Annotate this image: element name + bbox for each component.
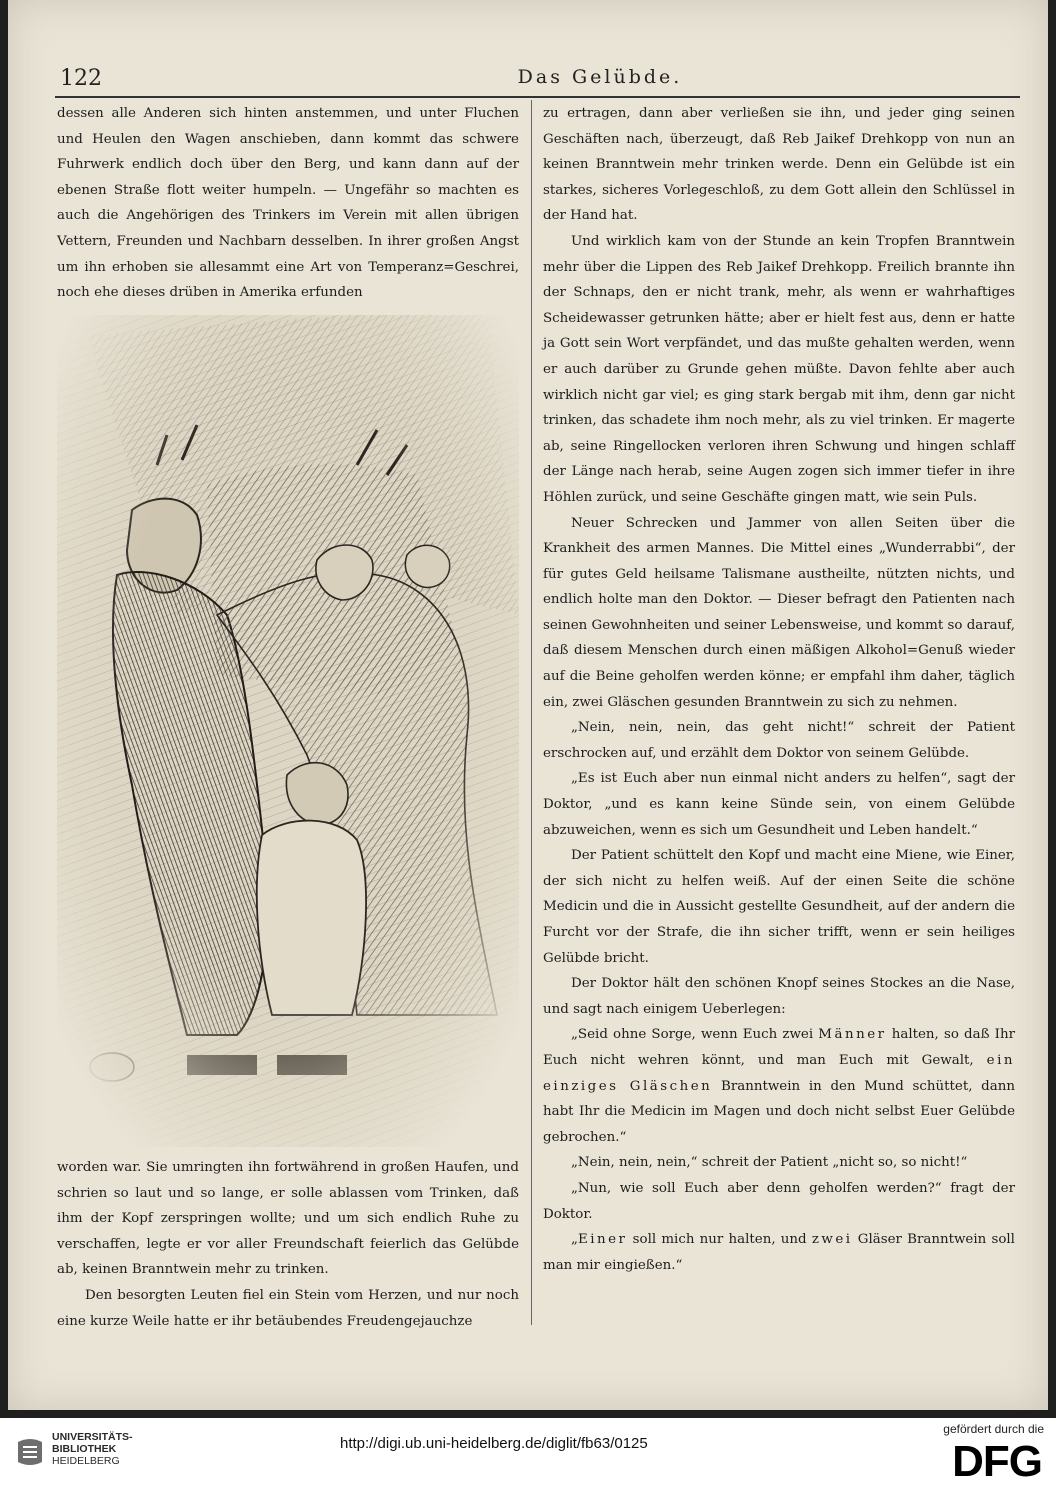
permalink[interactable]: http://digi.ub.uni-heidelberg.de/diglit/fb63/0125 (340, 1435, 648, 1452)
text-run: soll mich nur halten, und (632, 1232, 807, 1248)
paragraph: „Nein, nein, nein, das geht nicht!“ schreit der Patient erschrocken auf, und erzählt dem Doktor von seinem Gelübde. (543, 720, 1015, 761)
paragraph: Neuer Schrecken und Jammer von allen Seiten über die Krankheit des armen Mannes. Die Mittel eines „Wunderrabbi“, der für gutes Geld heilsame Talismane austheilte, nützten nichts, und endlich holte man den Doktor. — Dieser befragt den Patienten nach seinen Gewohnheiten und seiner Lebensweise, und kommt so darauf, daß diesem Menschen durch einen mäßigen Alkohol=Genuß wieder auf die Beine geholfen werden könne; er empfahl ihm daher, täglich ein, zwei Gläschen gesunden Branntwein zu sich zu nehmen. (543, 515, 1015, 710)
text-run: Branntwein in den Mund schüttet, dann habt Ihr die Medicin im Magen und doch nicht selbst Euer Gelübde gebrochen.“ (543, 1078, 1015, 1145)
illustration-artwork (57, 315, 519, 1147)
spaced-text: Einer (577, 1232, 628, 1248)
library-name-line: UNIVERSITÄTS- (52, 1431, 133, 1443)
library-name (52, 1431, 133, 1467)
paragraph: Den besorgten Leuten fiel ein Stein vom Herzen, und nur noch eine kurze Weile hatte er ihr betäubendes Freudengejauchze (57, 1287, 519, 1329)
column-divider (531, 100, 532, 1325)
left-column-bottom (57, 1155, 519, 1334)
running-title: Das Gelübde. (517, 66, 683, 88)
library-seal-icon (14, 1436, 46, 1470)
left-column-top (57, 101, 519, 306)
right-column (543, 101, 1015, 1278)
paragraph: „Nein, nein, nein,“ schreit der Patient „nicht so, so nicht!“ (571, 1155, 968, 1171)
paragraph: dessen alle Anderen sich hinten anstemmen, und unter Fluchen und Heulen den Wagen anschieben, dann kommt das schwere Fuhrwerk endlich doch über den Berg, und kann dann auf der ebenen Straße flott weiter humpeln. — Ungefähr so machten es auch die Angehörigen des Trinkers im Verein mit allen übrigen Vettern, Freunden und Nachbarn desselben. In ihrer großen Angst um ihn erhoben sie allesammt eine Art von Temperanz=Geschrei, noch ehe dieses drüben in Amerika erfunden (57, 106, 519, 301)
text-run: „ (571, 1232, 578, 1248)
spaced-text: ein einziges Gläschen (543, 1052, 1015, 1094)
text-run: „Seid ohne Sorge, wenn Euch zwei (571, 1027, 814, 1043)
library-name-line: HEIDELBERG (52, 1455, 120, 1467)
engraving-illustration (57, 315, 519, 1147)
paragraph: Der Patient schüttelt den Kopf und macht eine Miene, wie Einer, der sich nicht zu helfen weiß. Auf der einen Seite die schöne Medicin und die in Aussicht gestellte Gesundheit, auf der andern die Furcht vor der Strafe, die ihn sicher trifft, wenn er sein heiliges Gelübde bricht. (543, 848, 1015, 966)
paragraph: „Es ist Euch aber nun einmal nicht anders zu helfen“, sagt der Doktor, „und es kann keine Sünde sein, von einem Gelübde abzuweichen, wenn es sich um Gesundheit und Leben handelt.“ (543, 771, 1015, 838)
header-rule (55, 96, 1020, 98)
library-name-line: BIBLIOTHEK (52, 1443, 117, 1455)
funder-logo: DFG (952, 1437, 1042, 1486)
paragraph: Und wirklich kam von der Stunde an kein Tropfen Branntwein mehr über die Lippen des Reb Jaikef Drehkopp. Freilich brannte ihn der Schnaps, den er nicht trank, mehr, als wenn er wahrhaftiges Scheidewasser getrunken hätte; aber er hielt fest aus, denn er hatte ja Gott sein Wort verpfändet, und das mußte gehalten werden, wenn er auch darüber zu Grunde gehen müßte. Davon fehlte aber auch wirklich nicht gar viel; es ging stark bergab mit ihm, denn gar nicht trinken, das schadete ihm noch mehr, als zu viel trinken. Er magerte ab, seine Ringellocken verloren ihren Schwung und hingen schlaff der Länge nach herab, seine Augen zogen sich immer tiefer in ihre Höhlen zurück, und seine Geschäfte gingen matt, wie sein Puls. (543, 233, 1015, 505)
paragraph: zu ertragen, dann aber verließen sie ihn, und jeder ging seinen Geschäften nach, überzeugt, daß Reb Jaikef Drehkopp von nun an keinen Branntwein mehr trinken werde. Denn ein Gelübde ist ein starkes, sicheres Vorlegeschloß, zu dem Gott allein den Schlüssel in der Hand hat. (543, 106, 1015, 224)
spaced-text: zwei (811, 1232, 853, 1248)
text-run: Gläser Branntwein soll man mir eingießen.“ (543, 1232, 1015, 1273)
viewer-footer (0, 1418, 1056, 1489)
paragraph: Der Doktor hält den schönen Knopf seines Stockes an die Nase, und sagt nach einigem Ueberlegen: (543, 976, 1015, 1017)
funding-note: gefördert durch die (943, 1422, 1044, 1436)
paragraph: „Nun, wie soll Euch aber denn geholfen werden?“ fragt der Doktor. (543, 1180, 1015, 1222)
spaced-text: Männer (818, 1027, 887, 1043)
paragraph (543, 1022, 1015, 1150)
page-number: 122 (60, 66, 102, 91)
text-run: halten, so daß Ihr Euch nicht wehren könnt, und man Euch mit Gewalt, (543, 1027, 1015, 1068)
paragraph (543, 1227, 1015, 1278)
paragraph: worden war. Sie umringten ihn fortwährend in großen Haufen, und schrien so laut und so lange, er solle ablassen vom Trinken, daß ihm der Kopf zerspringen wollte; und um sich endlich Ruhe zu verschaffen, legte er vor aller Freundschaft feierlich das Gelübde ab, keinen Branntwein mehr zu trinken. (57, 1160, 519, 1278)
